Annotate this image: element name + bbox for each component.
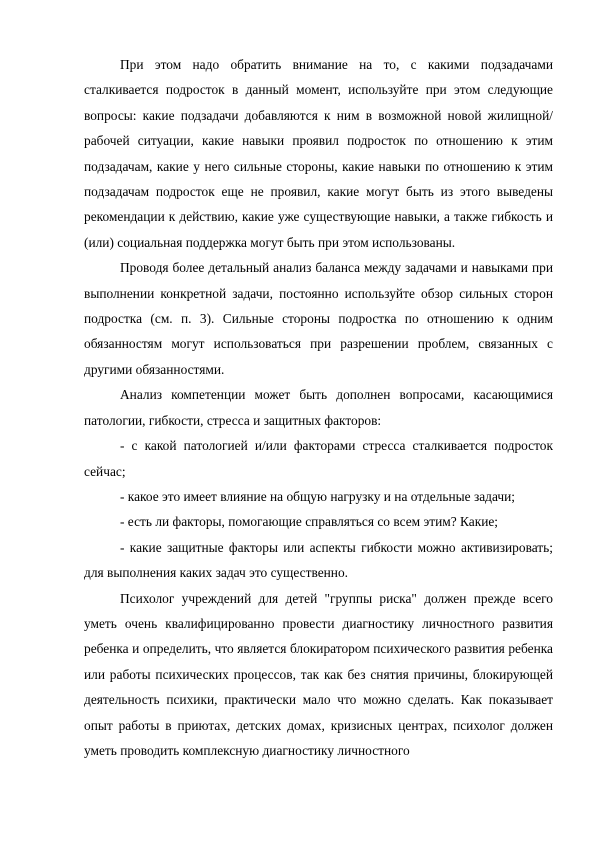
- list-item-protective-factors: - какие защитные факторы или аспекты гибкости можно активизировать; для выполнения каких задач это существенно.: [84, 539, 553, 581]
- document-body: [84, 52, 553, 763]
- list-item-pathology: - с какой патологией и/или факторами стресса сталкивается подросток сейчас;: [84, 438, 553, 479]
- list-item-influence: - какое это имеет влияние на общую нагрузку и на отдельные задачи;: [120, 488, 516, 504]
- paragraph-psychologist: Психолог учреждений для детей "группы риска" должен прежде всего уметь очень квалифицированно провести диагностику личностного развития ребенка и определить, что является блокиратором психического развития ребенка или работы психических процессов, так как без снятия причины, блокирующей деятельность психики, практически мало что можно сделать. Как показывает опыт работы в приютах, детских домах, кризисных центрах, психолог должен уметь проводить комплексную диагностику личностного: [84, 590, 553, 758]
- list-item-helping-factors: - есть ли факторы, помогающие справляться со всем этим? Какие;: [120, 514, 499, 530]
- paragraph-task-analysis: При этом надо обратить внимание на то, с какими подзадачами сталкивается подросток в данный момент, используйте при этом следующие вопросы: какие подзадачи добавляются к ним в возможной новой жилищной/рабочей ситуации, какие навыки проявил подросток по отношению к этим подзадачам, какие у него сильные стороны, какие навыки по отношению к этим подзадачам подросток еще не проявил, какие могут быть из этого выведены рекомендации к действию, какие уже существующие навыки, а также гибкость и (или) социальная поддержка могут быть при этом использованы.: [84, 57, 553, 250]
- paragraph-competence-analysis: Анализ компетенции может быть дополнен вопросами, касающимися патологии, гибкости, стресса и защитных факторов:: [84, 387, 553, 428]
- paragraph-strengths: Проводя более детальный анализ баланса между задачами и навыками при выполнении конкретной задачи, постоянно используйте обзор сильных сторон подростка (см. п. 3). Сильные стороны подростка по отношению к одним обязанностям могут использоваться при разрешении проблем, связанных с другими обязанностями.: [84, 260, 553, 377]
